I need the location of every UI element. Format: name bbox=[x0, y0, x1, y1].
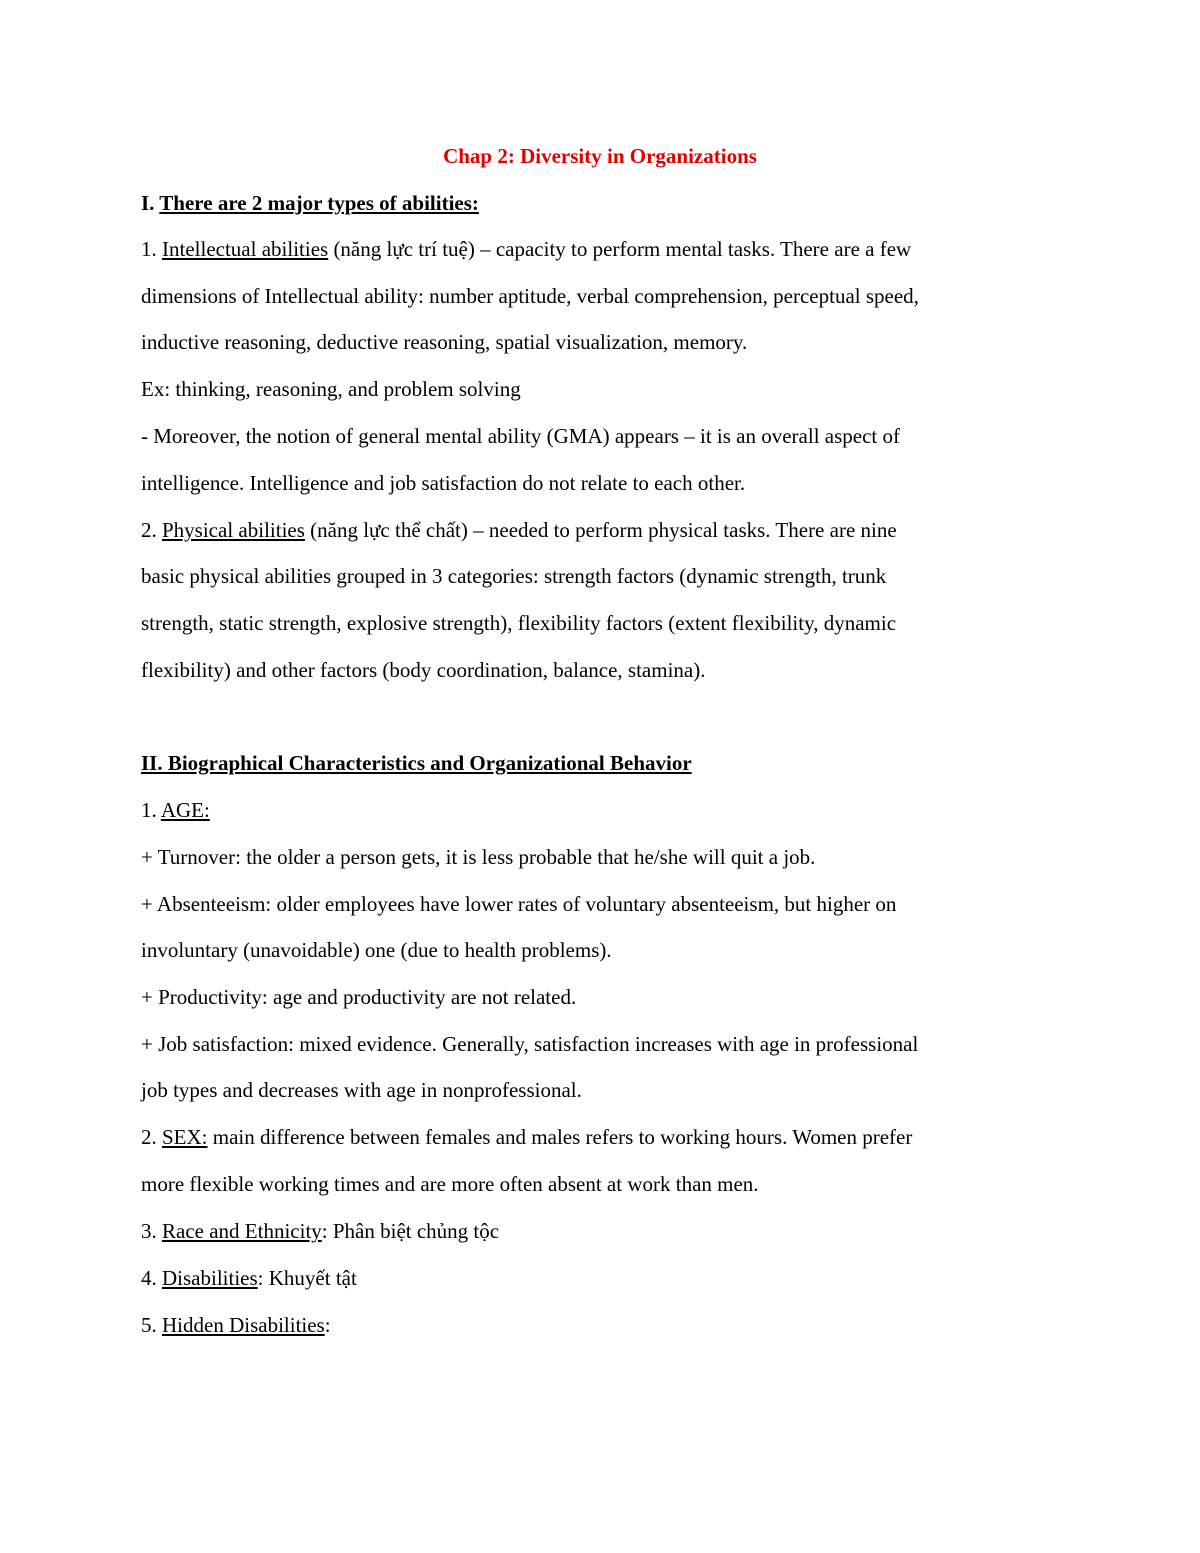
item-intellectual-line-4: Ex: thinking, reasoning, and problem solving bbox=[141, 377, 521, 401]
section-2-heading: II. Biographical Characteristics and Organizational Behavior bbox=[141, 751, 692, 775]
age-job-satisfaction-line-1: + Job satisfaction: mixed evidence. Generally, satisfaction increases with age in professional bbox=[141, 1032, 919, 1056]
age-absenteeism-line-2: involuntary (unavoidable) one (due to health problems). bbox=[141, 938, 612, 962]
term-hidden-disabilities: Hidden Disabilities bbox=[162, 1313, 325, 1337]
item-physical-line-3: strength, static strength, explosive strength), flexibility factors (extent flexibility, dynamic bbox=[141, 611, 897, 635]
item-text: : bbox=[324, 1313, 331, 1337]
term-disabilities: Disabilities bbox=[162, 1266, 258, 1290]
term-race-ethnicity: Race and Ethnicity bbox=[162, 1219, 322, 1243]
term-intellectual-abilities: Intellectual abilities bbox=[162, 237, 329, 261]
item-intellectual-line-6: intelligence. Intelligence and job satisfaction do not relate to each other. bbox=[141, 471, 746, 495]
item-text: (năng lực thể chất) – needed to perform physical tasks. There are nine bbox=[304, 518, 897, 542]
item-intellectual-line-2: dimensions of Intellectual ability: number aptitude, verbal comprehension, perceptual speed, bbox=[141, 284, 919, 308]
section-1-heading bbox=[141, 188, 1041, 218]
item-number: 1. bbox=[141, 237, 162, 261]
item-number: 4. bbox=[141, 1266, 162, 1290]
term-sex: SEX: bbox=[162, 1125, 208, 1149]
item-number: 1. bbox=[141, 798, 161, 822]
page-title: Chap 2: Diversity in Organizations bbox=[443, 144, 757, 168]
age-productivity: + Productivity: age and productivity are not related. bbox=[141, 985, 577, 1009]
item-physical-line-4: flexibility) and other factors (body coordination, balance, stamina). bbox=[141, 658, 706, 682]
item-disabilities bbox=[141, 1263, 1041, 1293]
item-sex-line-2: more flexible working times and are more often absent at work than men. bbox=[141, 1172, 759, 1196]
age-absenteeism-line-1: + Absenteeism: older employees have lower rates of voluntary absenteeism, but higher on bbox=[141, 892, 897, 916]
item-number: 5. bbox=[141, 1313, 162, 1337]
item-hidden-disabilities bbox=[141, 1310, 1041, 1340]
item-physical-line-1 bbox=[141, 515, 1041, 545]
item-text: : Khuyết tật bbox=[257, 1266, 357, 1290]
item-text: (năng lực trí tuệ) – capacity to perform mental tasks. There are a few bbox=[328, 237, 912, 261]
section-1-title: There are 2 major types of abilities: bbox=[159, 191, 479, 215]
term-age: AGE: bbox=[160, 798, 210, 822]
item-number: 2. bbox=[141, 1125, 162, 1149]
item-intellectual-line-3: inductive reasoning, deductive reasoning, spatial visualization, memory. bbox=[141, 330, 748, 354]
item-intellectual-line-1 bbox=[141, 234, 1041, 264]
term-physical-abilities: Physical abilities bbox=[162, 518, 305, 542]
item-physical-line-2: basic physical abilities grouped in 3 categories: strength factors (dynamic strength, trunk bbox=[141, 564, 887, 588]
age-turnover: + Turnover: the older a person gets, it is less probable that he/she will quit a job. bbox=[141, 845, 816, 869]
section-1-prefix: I. bbox=[141, 191, 160, 215]
item-text: main difference between females and males refers to working hours. Women prefer bbox=[207, 1125, 913, 1149]
item-race bbox=[141, 1216, 1041, 1246]
age-job-satisfaction-line-2: job types and decreases with age in nonprofessional. bbox=[141, 1078, 582, 1102]
item-text: : Phân biệt chủng tộc bbox=[321, 1219, 500, 1243]
item-number: 3. bbox=[141, 1219, 162, 1243]
item-sex-line-1 bbox=[141, 1122, 1041, 1152]
item-number: 2. bbox=[141, 518, 162, 542]
item-age bbox=[141, 795, 1041, 825]
item-intellectual-line-5: - Moreover, the notion of general mental ability (GMA) appears – it is an overall aspect of bbox=[141, 424, 900, 448]
